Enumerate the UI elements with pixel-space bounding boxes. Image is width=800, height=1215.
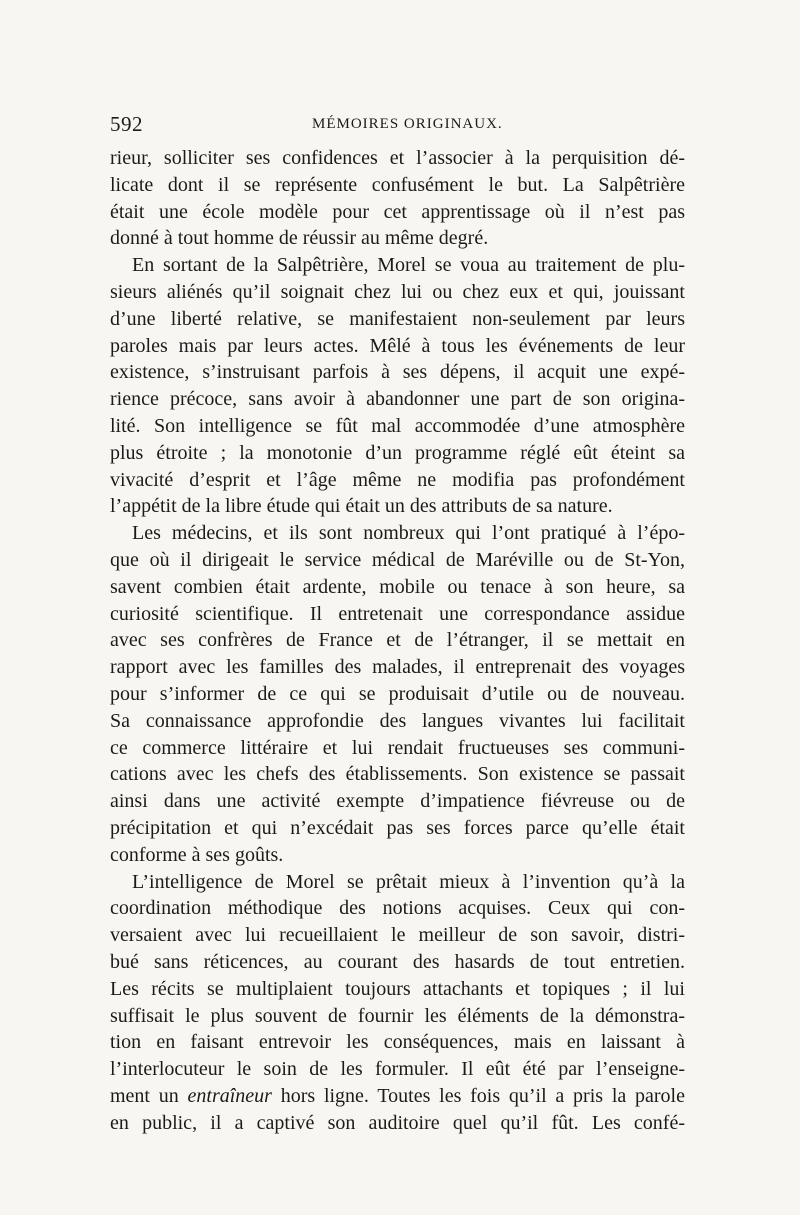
running-head: MÉMOIRES ORIGINAUX. (312, 116, 503, 132)
text-line: bué sans réticences, au courant des hasards de tout entretien. (110, 950, 685, 973)
text-line: existence, s’instruisant parfois à ses dépens, il acquit une expé- (110, 361, 685, 384)
text-line: précipitation et qui n’excédait pas ses forces parce qu’elle était (110, 816, 685, 839)
text-line: plus étroite ; la monotonie d’un programme réglé eût éteint sa (110, 441, 685, 464)
text-line: d’une liberté relative, se manifestaient non-seulement par leurs (110, 307, 685, 330)
text-line: donné à tout homme de réussir au même degré. (110, 227, 489, 250)
text-line: lité. Son intelligence se fût mal accommodée d’une atmosphère (110, 414, 685, 437)
text-line: l’interlocuteur le soin de les formuler. Il eût été par l’enseigne- (110, 1058, 685, 1081)
text-line: rieur, solliciter ses confidences et l’associer à la perquisition dé- (110, 147, 685, 169)
text-segment: ment un (110, 1084, 188, 1107)
text-line: ainsi dans une activité exempte d’impatience fiévreuse ou de (110, 790, 685, 813)
text-line: l’appétit de la libre étude qui était un des attributs de sa nature. (110, 495, 613, 518)
text-line: licate dont il se représente confusément le but. La Salpêtrière (110, 173, 685, 196)
text-line (110, 1083, 685, 1110)
text-line: savent combien était ardente, mobile ou tenace à son heure, sa (110, 575, 685, 598)
page-number: 592 (110, 112, 143, 136)
page-header (110, 112, 682, 138)
text-line: tion en faisant entrevoir les conséquences, mais en laissant à (110, 1031, 685, 1054)
text-line: cations avec les chefs des établissements. Son existence se passait (110, 763, 685, 786)
text-line: sieurs aliénés qu’il soignait chez lui ou chez eux et qui, jouissant (110, 280, 685, 303)
text-line: rapport avec les familles des malades, il entreprenait des voyages (110, 656, 685, 679)
text-line: L’intelligence de Morel se prêtait mieux à l’invention qu’à la (132, 870, 685, 893)
body-text (110, 145, 685, 1136)
text-line: Sa connaissance approfondie des langues vivantes lui facilitait (110, 709, 685, 732)
italic-term: entraîneur (187, 1084, 272, 1107)
text-line: conforme à ses goûts. (110, 843, 284, 866)
text-segment: hors ligne. Toutes les fois qu’il a pris la parole (271, 1084, 685, 1107)
text-line: était une école modèle pour cet apprentissage où il n’est pas (110, 200, 685, 223)
text-line: ce commerce littéraire et lui rendait fructueuses ses communi- (110, 736, 685, 759)
text-line: En sortant de la Salpêtrière, Morel se voua au traitement de plu- (132, 254, 685, 277)
text-line: rience précoce, sans avoir à abandonner une part de son origina- (110, 388, 685, 411)
text-line: en public, il a captivé son auditoire quel qu’il fût. Les confé- (110, 1111, 685, 1134)
text-line: paroles mais par leurs actes. Mêlé à tous les événements de leur (110, 334, 685, 357)
text-line: Les récits se multiplaient toujours attachants et topiques ; il lui (110, 977, 685, 1000)
text-line: coordination méthodique des notions acquises. Ceux qui con- (110, 897, 685, 920)
text-line: curiosité scientifique. Il entretenait une correspondance assidue (110, 602, 685, 625)
text-line: vivacité d’esprit et l’âge même ne modifia pas profondément (110, 468, 685, 491)
text-line: que où il dirigeait le service médical de Maréville ou de St-Yon, (110, 548, 685, 571)
text-line: avec ses confrères de France et de l’étranger, il se mettait en (110, 629, 685, 652)
text-line: pour s’informer de ce qui se produisait d’utile ou de nouveau. (110, 682, 685, 705)
text-line: Les médecins, et ils sont nombreux qui l’ont pratiqué à l’épo- (132, 522, 685, 545)
text-line: suffisait le plus souvent de fournir les éléments de la démonstra- (110, 1004, 685, 1027)
text-line: versaient avec lui recueillaient le meilleur de son savoir, distri- (110, 924, 685, 947)
